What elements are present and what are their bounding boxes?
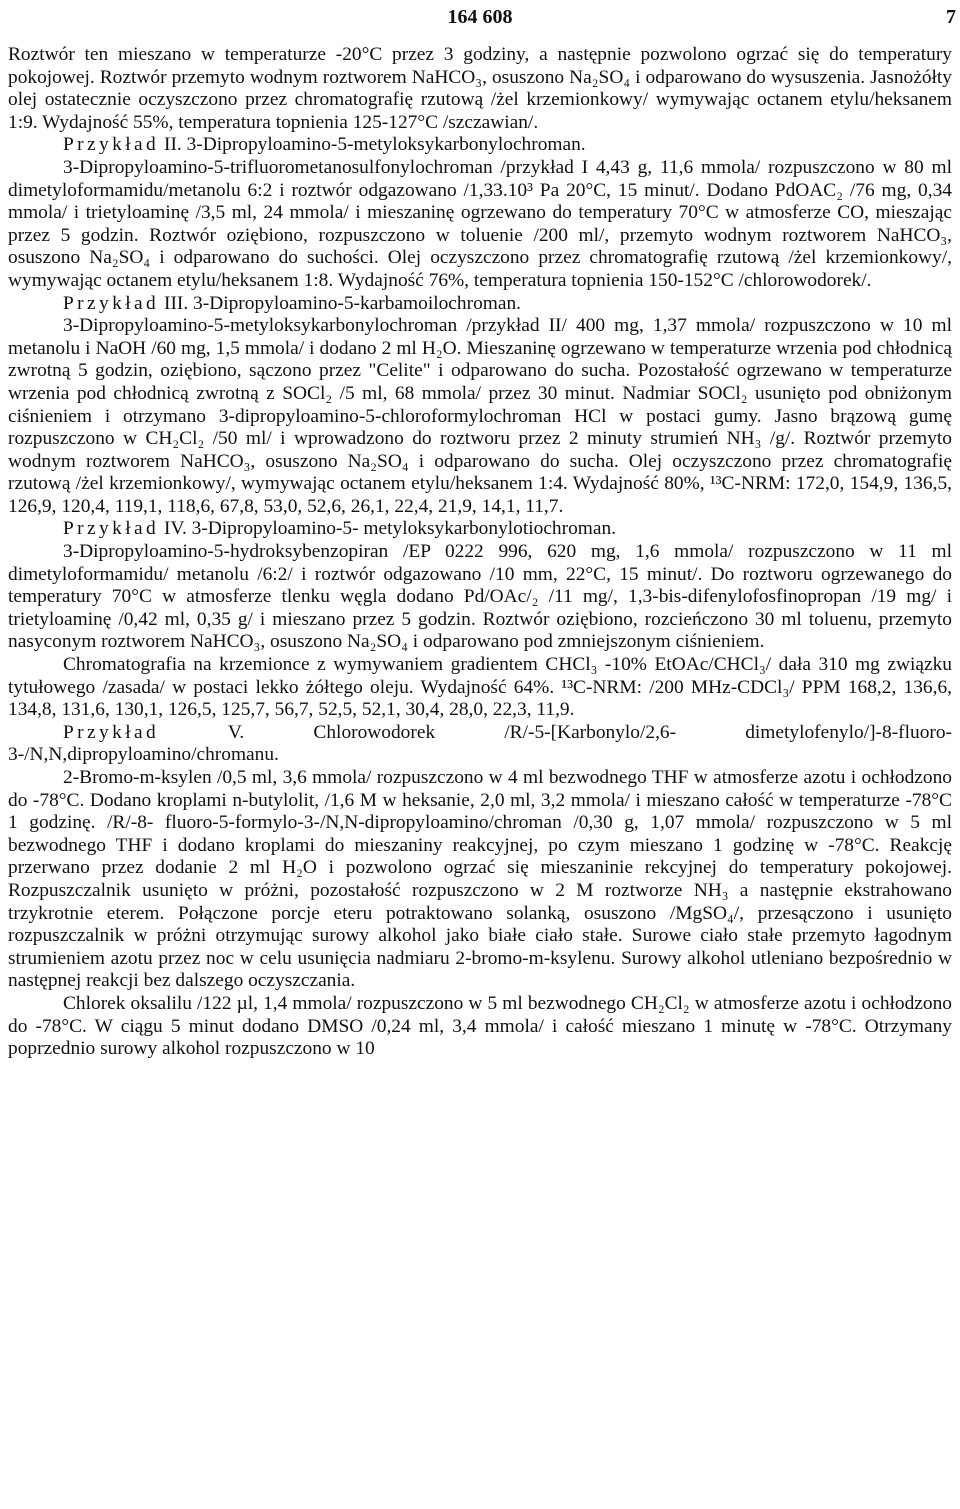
paragraph-text: 3-Dipropyloamino-5-metyloksykarbonylochroman /przykład II/ 400 mg, 1,37 mmola/ rozpuszczono w 10 ml metanolu i NaOH /60 mg, 1,5 mmola/ i dodano 2 ml H₂O. Mieszaninę ogrzewano w temperaturze wrzenia pod chłodnicą zwrotną 5 godzin, oziębiono, sączono przez "Celite" i odparowano do sucha. Pozostałość ogrzewano w temperaturze wrzenia pod chłodnicą zwrotną z SOCl₂ /5 ml, 68 mmola/ przez 30 minut. Nadmiar SOCl₂ usunięto pod obniżonym ciśnieniem i otrzymano 3-dipropyloamino-5-chloroformylochroman HCl w postaci gumy. Jasno brązową gumę rozpuszczono w CH₂Cl₂ /50 ml/ i wprowadzono do roztworu przez 2 minuty strumień NH₃ /g/. Roztwór przemyto wodnym roztworem NaHCO₃, osuszono Na₂SO₄ i odparowano do sucha. Olej oczyszczono przez chromatografię rzutową /żel krzemionkowy/, wymywając octanem etylu/heksanem 1:4. Wydajność 80%, ¹³C-NRM: 172,0, 154,9, 136,5, 126,9, 120,4, 119,1, 118,6, 67,8, 53,0, 52,6, 26,1, 22,4, 21,9, 14,1, 11,7.	[8, 315, 952, 517]
paragraph-text: 3-Dipropyloamino-5-hydroksybenzopiran /EP 0222 996, 620 mg, 1,6 mmola/ rozpuszczono w 11 ml dimetyloformamidu/ metanolu /6:2/ i roztwór odgazowano /10 mm, 22°C, 15 minut/. Do roztworu ogrzewanego do temperatury 70°C w atmosferze tlenku węgla dodano Pd/OAc/₂ /11 mg/, 1,3-bis-difenylofosfinopropan /19 mg/ i trietyloaminę /0,42 ml, 0,35 g/ i mieszano przez 5 godzin. Roztwór oziębiono, rozcieńczono 30 ml toluenu, przemyto nasyconym roztworem NaHCO₃, osuszono Na₂SO₄ i odparowano pod zmniejszonym ciśnieniem.	[8, 541, 952, 653]
paragraph	[8, 541, 952, 654]
example-heading	[8, 518, 952, 541]
example-label: Przykład	[63, 134, 160, 156]
paragraph	[8, 157, 952, 293]
patent-number: 164 608	[447, 6, 513, 28]
paragraph-text: Chromatografia na krzemionce z wymywaniem gradientem CHCl₃ -10% EtOAc/CHCl₃/ dała 310 mg związku tytułowego /zasada/ w postaci lekko żółtego oleju. Wydajność 64%. ¹³C-NRM: /200 MHz-CDCl₃/ PPM 168,2, 136,6, 134,8, 131,6, 130,1, 126,5, 125,7, 56,7, 52,5, 52,1, 30,4, 28,0, 22,3, 11,9.	[8, 654, 952, 721]
paragraph-text: Roztwór ten mieszano w temperaturze -20°C przez 3 godziny, a następnie pozwolono ogrzać się do temperatury pokojowej. Roztwór przemyto wodnym roztworem NaHCO₃, osuszono Na₂SO₄ i odparowano do wysuszenia. Jasnożółty olej ostatecznie oczyszczono przez chromatografię rzutową /żel krzemionkowy/ wymywając octanem etylu/heksanem 1:9. Wydajność 55%, temperatura topnienia 125-127°C /szczawian/.	[8, 44, 952, 133]
document-body	[8, 44, 952, 1061]
example-label: Przykład	[63, 518, 160, 540]
paragraph	[8, 993, 952, 1061]
example-label: Przykład	[63, 721, 160, 743]
page-number: 7	[946, 6, 956, 28]
paragraph-text: 3-Dipropyloamino-5-trifluorometanosulfonylochroman /przykład I 4,43 g, 11,6 mmola/ rozpuszczono w 80 ml dimetyloformamidu/metanolu 6:2 i roztwór odgazowano /1,33.10³ Pa 20°C, 15 minut/. Dodano PdOAC₂ /76 mg, 0,34 mmola/ i trietyloaminę /3,5 ml, 24 mmola/ i mieszaninę ogrzewano do temperatury 70°C w atmosferze CO, mieszając przez 5 godzin. Roztwór oziębiono, rozpuszczono w toluenie /200 ml/, przemyto wodnym roztworem NaHCO₃, osuszono Na₂SO₄ i odparowano do suchości. Olej oczyszczono przez chromatografię rzutową /żel krzemionkowy/, wymywając octanem etylu/heksanem 1:8. Wydajność 76%, temperatura topnienia 150-152°C /chlorowodorek/.	[8, 156, 952, 291]
example-heading	[8, 722, 952, 767]
paragraph	[8, 44, 952, 134]
page-header	[0, 4, 960, 30]
example-title: III. 3-Dipropyloamino-5-karbamoilochroman.	[159, 292, 521, 314]
example-heading	[8, 293, 952, 316]
example-label: Przykład	[63, 292, 160, 314]
paragraph	[8, 654, 952, 722]
paragraph	[8, 315, 952, 518]
example-title: II. 3-Dipropyloamino-5-metyloksykarbonylochroman.	[159, 134, 586, 156]
example-title: V. Chlorowodorek /R/-5-[Karbonylo/2,6- dimetylofenylo/]-8-fluoro-3-/N,N,dipropyloamino/chromanu.	[8, 721, 952, 766]
example-heading	[8, 134, 952, 157]
paragraph	[8, 767, 952, 993]
paragraph-text: 2-Bromo-m-ksylen /0,5 ml, 3,6 mmola/ rozpuszczono w 4 ml bezwodnego THF w atmosferze azotu i ochłodzono do -78°C. Dodano kroplami n-butylolit, /1,6 M w heksanie, 2,0 ml, 3,2 mmola/ i mieszano całość w temperaturze -78°C 1 godzinę. /R/-8- fluoro-5-formylo-3-/N,N-dipropyloamino/chroman /0,30 g, 1,07 mmola/ rozpuszczono w 5 ml bezwodnego THF i dodano kroplami do mieszaniny reakcyjnej, po czym mieszano 1 godzinę w -78°C. Reakcję przerwano przez dodanie 2 ml H₂O i pozwolono ogrzać się mieszaninie rekcyjnej do temperatury pokojowej. Rozpuszczalnik usunięto w próżni, pozostałość rozpuszczono w 2 M roztworze NH₃ a następnie ekstrahowano trzykrotnie eterem. Połączone porcje eteru potraktowano solanką, osuszono /MgSO₄/, przesączono i usunięto rozpuszczalnik w próżni otrzymując surowy alkohol jako białe ciało stałe. Surowe ciało stałe przemyto łagodnym strumieniem azotu przez noc w celu usunięcia nadmiaru 2-bromo-m-ksylenu. Surowy alkohol utleniano bezpośrednio w następnej reakcji bez dalszego oczyszczania.	[8, 767, 952, 992]
paragraph-text: Chlorek oksalilu /122 µl, 1,4 mmola/ rozpuszczono w 5 ml bezwodnego CH₂Cl₂ w atmosferze azotu i ochłodzono do -78°C. W ciągu 5 minut dodano DMSO /0,24 ml, 3,4 mmola/ i całość mieszano 1 minutę w -78°C. Otrzymany poprzednio surowy alkohol rozpuszczono w 10	[8, 992, 952, 1060]
example-title: IV. 3-Dipropyloamino-5- metyloksykarbonylotiochroman.	[159, 518, 617, 540]
